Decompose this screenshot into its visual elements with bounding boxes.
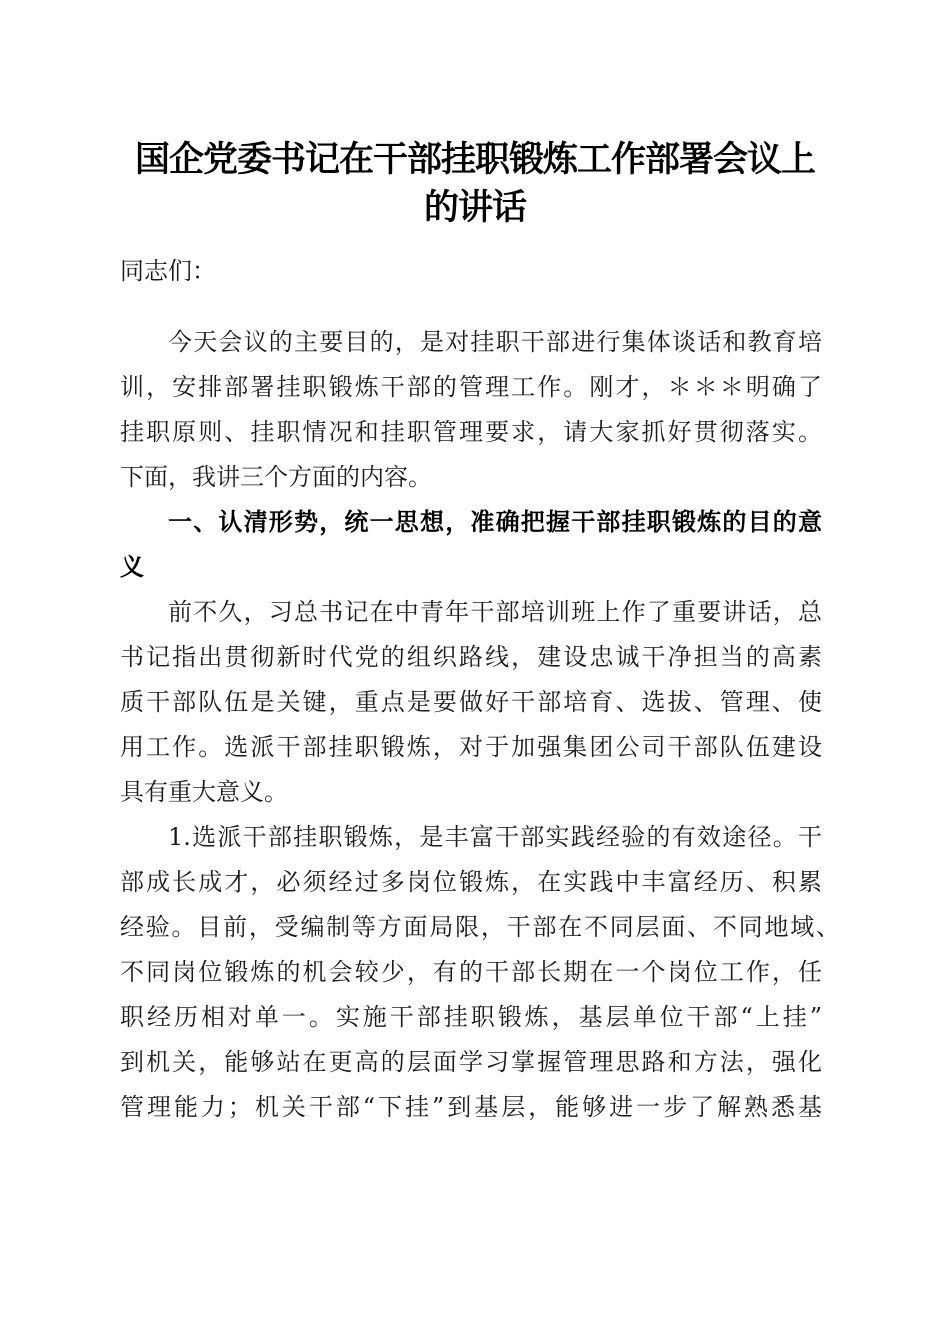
document-title-line-2: 的讲话 (423, 187, 526, 228)
paragraph-3-line-5: 职经历相对单一。实施干部挂职锻炼，基层单位干部“上挂” (120, 1003, 822, 1031)
section-heading-1-line-2: 义 (120, 553, 144, 581)
paragraph-3-line-6: 到机关，能够站在更高的层面学习掌握管理思路和方法，强化 (120, 1048, 822, 1076)
paragraph-3-line-7: 管理能力；机关干部“下挂”到基层，能够进一步了解熟悉基 (120, 1093, 822, 1121)
document-title-line-1: 国企党委书记在干部挂职锻炼工作部署会议上 (134, 139, 815, 180)
paragraph-2-line-1: 前不久，习总书记在中青年干部培训班上作了重要讲话，总 (168, 598, 822, 626)
salutation: 同志们： (120, 257, 216, 285)
paragraph-3-line-2: 部成长成才，必须经过多岗位锻炼，在实践中丰富经历、积累 (120, 868, 822, 896)
paragraph-2-line-3: 质干部队伍是关键，重点是要做好干部培育、选拔、管理、使 (120, 688, 822, 716)
paragraph-3-line-3: 经验。目前，受编制等方面局限，干部在不同层面、不同地域、 (120, 913, 840, 941)
paragraph-2-line-5: 具有重大意义。 (120, 778, 288, 806)
paragraph-1-line-1: 今天会议的主要目的，是对挂职干部进行集体谈话和教育培 (168, 328, 822, 356)
paragraph-1-line-3: 挂职原则、挂职情况和挂职管理要求，请大家抓好贯彻落实。 (120, 418, 822, 446)
paragraph-3-line-1: 1.选派干部挂职锻炼，是丰富干部实践经验的有效途径。干 (168, 823, 822, 851)
paragraph-1-line-2: 训，安排部署挂职锻炼干部的管理工作。刚才，＊＊＊明确了 (120, 373, 822, 401)
paragraph-2-line-4: 用工作。选派干部挂职锻炼，对于加强集团公司干部队伍建设 (120, 733, 822, 761)
paragraph-3-line-4: 不同岗位锻炼的机会较少，有的干部长期在一个岗位工作，任 (120, 958, 822, 986)
paragraph-2-line-2: 书记指出贯彻新时代党的组织路线，建设忠诚干净担当的高素 (120, 643, 822, 671)
paragraph-1-line-4: 下面，我讲三个方面的内容。 (120, 463, 432, 491)
section-heading-1-line-1: 一、认清形势，统一思想，准确把握干部挂职锻炼的目的意 (168, 508, 822, 536)
